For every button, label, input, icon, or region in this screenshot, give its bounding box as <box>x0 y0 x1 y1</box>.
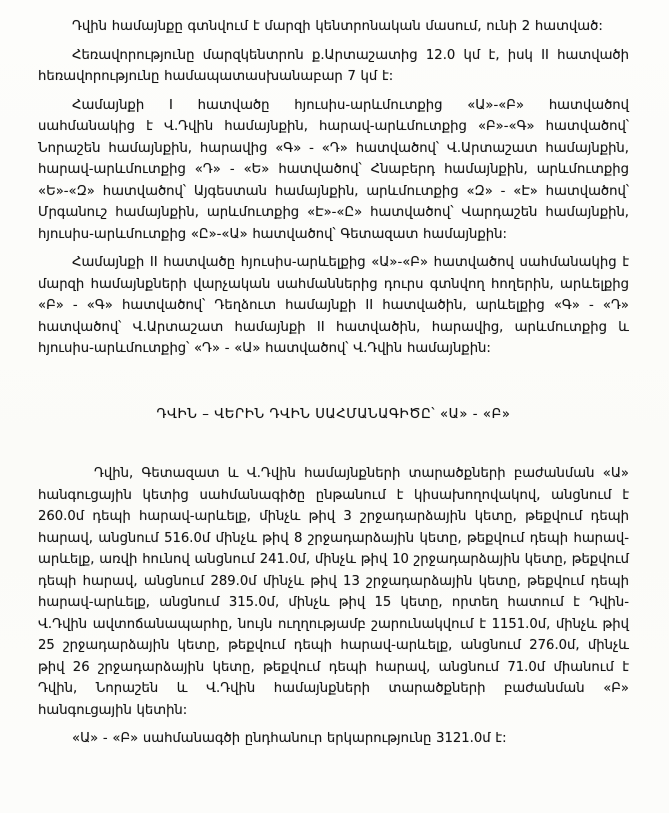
paragraph-distance: Հեռավորությունը մարզկենտրոն ք.Արտաշատից 12.0 կմ է, իսկ II հատվածի հեռավորությունը համապատասխանաբար 7 կմ է: <box>38 47 629 84</box>
paragraph-section-2-borders: Համայնքի II հատվածը հյուսիս-արևելքից «Ա»-«Բ» հատվածով սահմանակից է մարզի համայնքների վարչական սահմաններից դուրս գտնվող հողերին, արևելքից «Բ» - «Գ» հատվածով՝ Դեղձուտ համայնքի II հատվածին, արևելքից «Գ» - «Դ» հատվածով՝ Վ.Արտաշատ համայնքի II հատվածին, հարավից, արևմուտքից և հյուսիս-արևմուտքից՝ «Դ» - «Ա» հատվածով՝ Վ.Դվին համայնքին: <box>38 255 629 356</box>
paragraph-community-location: Դվին համայնքը գտնվում է մարզի կենտրոնական մասում, ունի 2 հատված: <box>72 19 603 34</box>
paragraph-boundary-description: Դվին, Գետազատ և Վ.Դվին համայնքների տարածքների բաժանման «Ա» հանգուցային կետից սահմանագիծը ընթանում է կիսախողովակով, անցնում է 260.0մ դեպի հարավ-արևելք, մինչև թիվ 3 շրջադարձային կետը, թեքվում դեպի հարավ, անցնում 516.0մ մինչև թիվ 8 շրջադարձային կետը, թեքվում դեպի հարավ-արևելք, առվի հունով անցնում 241.0մ, մինչև թիվ 10 շրջադարձային կետը, թեքվում դեպի հարավ, անցնում 289.0մ մինչև թիվ 13 շրջադարձային կետը, թեքվում դեպի հարավ-արևելք, անցնում 315.0մ, մինչև թիվ 15 կետը, որտեղ հատում է Դվին-Վ.Դվին ավտոճանապարհը, նույն ուղղությամբ շարունակվում է 1151.0մ, մինչև թիվ 25 շրջադարձային կետը, թեքվում դեպի հարավ-արևելք, անցնում 276.0մ, մինչև թիվ 26 շրջադարձային կետը, թեքվում դեպի հարավ, անցնում 71.0մ միանում է Դվին, Նորաշեն և Վ.Դվին համայնքների տարածքների բաժանման «Բ» հանգուցային կետին: <box>38 466 629 718</box>
paragraph-total-length: «Ա» - «Բ» սահմանագծի ընդհանուր երկարությունը 3121.0մ է: <box>72 731 507 746</box>
section-title: ԴՎԻՆ – ՎԵՐԻՆ ԴՎԻՆ ՍԱՀՄԱՆԱԳԻԾԸ՝ «Ա» - «Բ» <box>156 406 511 422</box>
paragraph-section-1-borders: Համայնքի I հատվածը հյուսիս-արևմուտքից «Ա»-«Բ» հատվածով սահմանակից է Վ.Դվին համայնքին, հարավ-արևմուտքից «Բ»-«Գ» հատվածով՝ Նորաշեն համայնքին, հարավից «Գ» - «Դ» հատվածով՝ Վ.Արտաշատ համայնքին, հարավ-արևմուտքից «Դ» - «Ե» հատվածով՝ Հնաբերդ համայնքին, արևմուտքից «Ե»-«Զ» հատվածով՝ Այգեստան համայնքին, արևմուտքից «Զ» - «Է» հատվածով՝ Մրգանուշ համայնքին, արևմուտքից «Է»-«Ը» հատվածով՝ Վարդաշեն համայնքին, հյուսիս-արևմուտքից «Ը»-«Ա» հատվածով՝ Գետազատ համայնքին: <box>38 97 629 242</box>
